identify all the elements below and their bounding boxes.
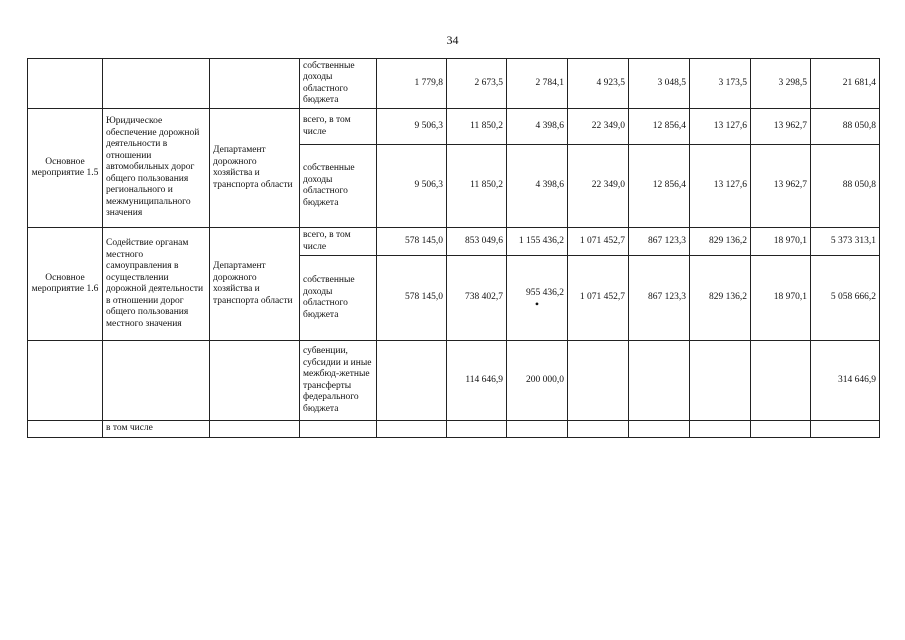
measure-code: Основное мероприятие 1.5 <box>28 109 103 228</box>
value-cell: 314 646,9 <box>811 341 880 421</box>
value-cell: 829 136,2 <box>690 256 751 341</box>
value-cell <box>507 256 568 341</box>
table-row <box>28 59 880 109</box>
value-cell <box>377 341 447 421</box>
table-row <box>28 228 880 256</box>
value-cell <box>751 341 811 421</box>
value-cell: 2 784,1 <box>507 59 568 109</box>
value-cell: 13 127,6 <box>690 109 751 145</box>
value-text: 955 436,2 <box>526 288 564 299</box>
value-cell: 3 048,5 <box>629 59 690 109</box>
scan-mark: • <box>534 296 540 311</box>
value-cell: 4 398,6 <box>507 145 568 228</box>
measure-code: Основное мероприятие 1.6 <box>28 228 103 341</box>
funding-source-label: собственные доходы областного бюджета <box>300 256 377 341</box>
value-cell: 200 000,0 <box>507 341 568 421</box>
value-cell: 867 123,3 <box>629 228 690 256</box>
value-cell: 12 856,4 <box>629 145 690 228</box>
value-cell: 3 173,5 <box>690 59 751 109</box>
value-cell: 578 145,0 <box>377 256 447 341</box>
value-cell <box>568 341 629 421</box>
row-label: в том числе <box>103 421 210 438</box>
value-cell: 88 050,8 <box>811 145 880 228</box>
value-cell: 13 962,7 <box>751 145 811 228</box>
value-cell <box>629 341 690 421</box>
value-cell: 867 123,3 <box>629 256 690 341</box>
value-cell: 11 850,2 <box>447 145 507 228</box>
value-cell: 13 127,6 <box>690 145 751 228</box>
measure-name: Содействие органам местного самоуправления в осуществлении дорожной деятельности в отношении дорог общего пользования местного значения <box>103 228 210 341</box>
value-cell: 9 506,3 <box>377 109 447 145</box>
value-cell: 18 970,1 <box>751 256 811 341</box>
value-cell: 578 145,0 <box>377 228 447 256</box>
value-cell: 5 373 313,1 <box>811 228 880 256</box>
table-row <box>28 341 880 421</box>
value-cell: 22 349,0 <box>568 145 629 228</box>
funding-source-label: субвенции, субсидии и иные межбюд-жетные трансферты федерального бюджета <box>300 341 377 421</box>
value-cell: 1 155 436,2 <box>507 228 568 256</box>
value-cell: 829 136,2 <box>690 228 751 256</box>
page-number: 34 <box>446 33 459 47</box>
funding-source-label: собственные доходы областного бюджета <box>300 145 377 228</box>
funding-source-label: собственные доходы областного бюджета <box>300 59 377 109</box>
value-cell: 9 506,3 <box>377 145 447 228</box>
budget-table <box>27 58 880 438</box>
value-cell <box>690 341 751 421</box>
value-cell: 88 050,8 <box>811 109 880 145</box>
measure-name: Юридическое обеспечение дорожной деятельности в отношении автомобильных дорог общего пользования регионального и межмуниципального значения <box>103 109 210 228</box>
value-cell: 13 962,7 <box>751 109 811 145</box>
value-cell: 18 970,1 <box>751 228 811 256</box>
measure-executor: Департамент дорожного хозяйства и транспорта области <box>210 109 300 228</box>
value-cell: 4 398,6 <box>507 109 568 145</box>
value-cell: 738 402,7 <box>447 256 507 341</box>
value-cell: 2 673,5 <box>447 59 507 109</box>
value-cell: 21 681,4 <box>811 59 880 109</box>
measure-executor: Департамент дорожного хозяйства и транспорта области <box>210 228 300 341</box>
value-cell: 12 856,4 <box>629 109 690 145</box>
funding-source-label: всего, в том числе <box>300 109 377 145</box>
value-cell: 853 049,6 <box>447 228 507 256</box>
value-cell: 1 779,8 <box>377 59 447 109</box>
value-cell: 114 646,9 <box>447 341 507 421</box>
value-cell: 3 298,5 <box>751 59 811 109</box>
value-cell: 22 349,0 <box>568 109 629 145</box>
value-cell: 1 071 452,7 <box>568 256 629 341</box>
value-cell: 5 058 666,2 <box>811 256 880 341</box>
value-cell: 1 071 452,7 <box>568 228 629 256</box>
funding-source-label: всего, в том числе <box>300 228 377 256</box>
value-cell: 4 923,5 <box>568 59 629 109</box>
table-row <box>28 109 880 145</box>
value-cell: 11 850,2 <box>447 109 507 145</box>
table-row <box>28 421 880 438</box>
